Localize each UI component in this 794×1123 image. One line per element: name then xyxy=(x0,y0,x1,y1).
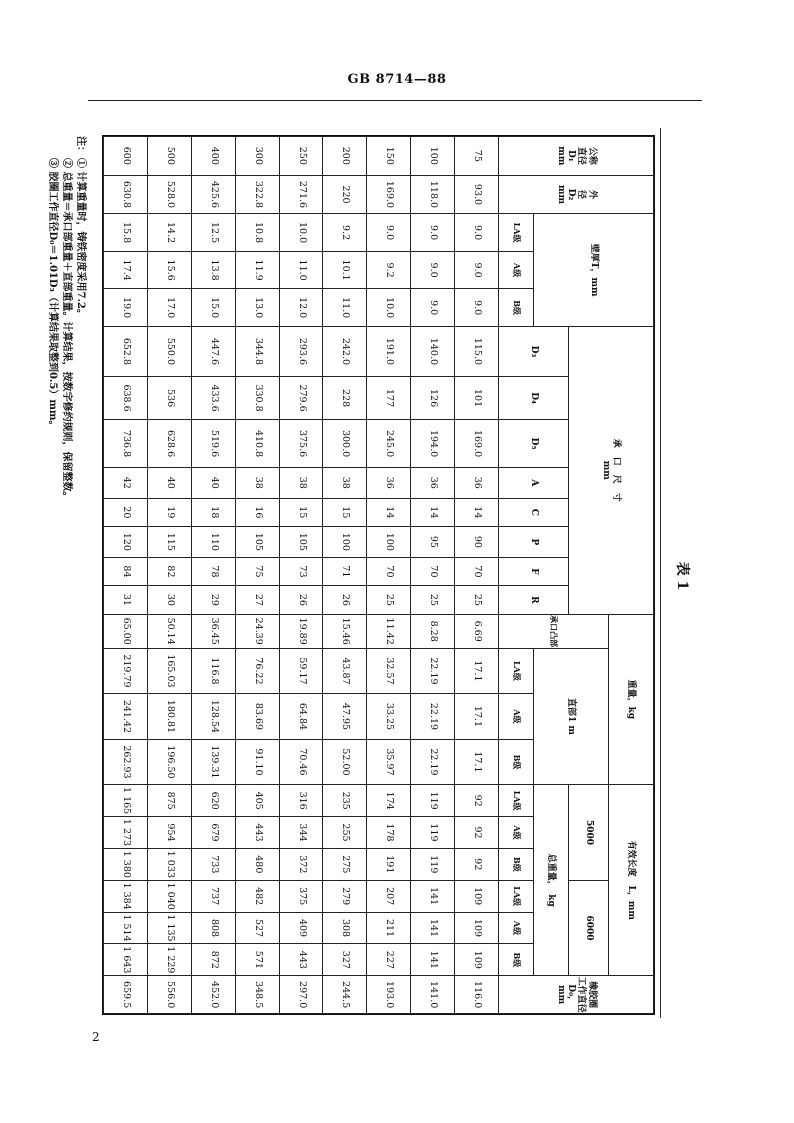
table-cell: 95 xyxy=(411,527,455,558)
header-total-weight: 总重量， kg xyxy=(534,785,569,976)
table-cell: 43.87 xyxy=(323,648,367,693)
table-cell: 40 xyxy=(191,467,235,498)
table-cell: 177 xyxy=(367,376,411,419)
header-total-6000-b: B级 xyxy=(499,944,534,976)
table-cell: 83.69 xyxy=(235,694,279,739)
table-cell: 109 xyxy=(455,912,499,944)
table-cell: 9.0 xyxy=(455,251,499,289)
table-cell: 78 xyxy=(191,557,235,585)
table-cell: 194.0 xyxy=(411,420,455,468)
header-straight-la: LA级 xyxy=(499,648,534,693)
table-cell: 10.1 xyxy=(323,251,367,289)
table-cell: 22.19 xyxy=(411,648,455,693)
table-cell: 116.0 xyxy=(455,976,499,1014)
table-cell: 38 xyxy=(323,467,367,498)
header-straight-a: A级 xyxy=(499,694,534,739)
table-row xyxy=(323,137,367,1014)
header-socket-f: F xyxy=(499,557,569,585)
table-cell: 15 xyxy=(323,498,367,526)
table-cell: 652.8 xyxy=(104,326,148,376)
header-straight-b: B级 xyxy=(499,739,534,785)
table-cell: 344 xyxy=(279,817,323,849)
table-cell: 38 xyxy=(235,467,279,498)
header-effective-length: 有效长度 L，mm xyxy=(609,785,654,976)
table-cell: 1 384 xyxy=(104,880,148,912)
table-cell: 70 xyxy=(455,557,499,585)
table-cell: 327 xyxy=(323,944,367,976)
table-cell: 330.8 xyxy=(235,376,279,419)
table-cell: 875 xyxy=(148,785,192,817)
table-cell: 443 xyxy=(235,817,279,849)
table-cell: 8.28 xyxy=(411,614,455,648)
table-cell: 207 xyxy=(367,880,411,912)
table-cell: 452.0 xyxy=(191,976,235,1014)
header-socket-d4: D₄ xyxy=(499,376,569,419)
table-cell: 70 xyxy=(411,557,455,585)
table-cell: 227 xyxy=(367,944,411,976)
table-cell: 405 xyxy=(235,785,279,817)
table-cell: 150 xyxy=(367,137,411,176)
table-cell: 12.5 xyxy=(191,214,235,252)
table-cell: 109 xyxy=(455,880,499,912)
table-cell: 22.19 xyxy=(411,694,455,739)
table-cell: 293.6 xyxy=(279,326,323,376)
table-cell: 92 xyxy=(455,817,499,849)
table-cell: 118.0 xyxy=(411,175,455,214)
header-wall-la: LA级 xyxy=(499,214,534,252)
table-cell: 9.0 xyxy=(411,251,455,289)
note-item: ③ 胶圈工作直径D₀＝1.01D₃（计算结果取整到0.5）mm。 xyxy=(47,158,58,431)
table-cell: 174 xyxy=(367,785,411,817)
table-cell: 65.00 xyxy=(104,614,148,648)
header-wall-a: A级 xyxy=(499,251,534,289)
table-row xyxy=(455,137,499,1014)
table-cell: 109 xyxy=(455,944,499,976)
table-row xyxy=(411,137,455,1014)
header-total-6000-la: LA级 xyxy=(499,880,534,912)
table-row xyxy=(191,137,235,1014)
table-cell: 52.00 xyxy=(323,739,367,785)
table-cell: 1 033 xyxy=(148,848,192,880)
table-cell: 275 xyxy=(323,848,367,880)
table-cell: 11.9 xyxy=(235,251,279,289)
header-length-6000: 6000 xyxy=(569,880,609,976)
table-row xyxy=(104,137,148,1014)
table-cell: 14 xyxy=(455,498,499,526)
table-cell: 1 643 xyxy=(104,944,148,976)
table-cell: 15.0 xyxy=(191,289,235,327)
header-socket-c: C xyxy=(499,498,569,526)
table-cell: 26 xyxy=(323,586,367,614)
table-cell: 11.0 xyxy=(323,289,367,327)
table-cell: 344.8 xyxy=(235,326,279,376)
table-cell: 33.25 xyxy=(367,694,411,739)
table-cell: 64.84 xyxy=(279,694,323,739)
table-cell: 527 xyxy=(235,912,279,944)
table-cell: 71 xyxy=(323,557,367,585)
table-cell: 262.93 xyxy=(104,739,148,785)
table-cell: 165.03 xyxy=(148,648,192,693)
table-cell: 105 xyxy=(235,527,279,558)
table-cell: 620 xyxy=(191,785,235,817)
table-cell: 15.46 xyxy=(323,614,367,648)
table-cell: 12.0 xyxy=(279,289,323,327)
table-cell: 571 xyxy=(235,944,279,976)
table-row xyxy=(148,137,192,1014)
table-cell: 519.6 xyxy=(191,420,235,468)
table-cell: 25 xyxy=(411,586,455,614)
table-cell: 297.0 xyxy=(279,976,323,1014)
table-title: 表 1 xyxy=(674,561,690,591)
header-wall-b: B级 xyxy=(499,289,534,327)
header-rule xyxy=(88,100,702,101)
table-cell: 19 xyxy=(148,498,192,526)
table-cell: 375.6 xyxy=(279,420,323,468)
table-cell: 30 xyxy=(148,586,192,614)
table-cell: 101 xyxy=(455,376,499,419)
table-cell: 42 xyxy=(104,467,148,498)
table-cell: 36 xyxy=(455,467,499,498)
table-row xyxy=(279,137,323,1014)
table-cell: 9.0 xyxy=(411,214,455,252)
table-cell: 84 xyxy=(104,557,148,585)
table-cell: 600 xyxy=(104,137,148,176)
table-cell: 26 xyxy=(279,586,323,614)
table-row xyxy=(235,137,279,1014)
table-cell: 13.8 xyxy=(191,251,235,289)
table-cell: 105 xyxy=(279,527,323,558)
header-outer-diameter: 外 径 D₂ mm xyxy=(499,175,654,214)
table-cell: 628.6 xyxy=(148,420,192,468)
table-cell: 1 135 xyxy=(148,912,192,944)
table-cell: 1 380 xyxy=(104,848,148,880)
table-cell: 73 xyxy=(279,557,323,585)
table-cell: 279 xyxy=(323,880,367,912)
table-cell: 528.0 xyxy=(148,175,192,214)
table-cell: 255 xyxy=(323,817,367,849)
table-cell: 536 xyxy=(148,376,192,419)
header-socket-d5: D₅ xyxy=(499,420,569,468)
table-cell: 17.1 xyxy=(455,694,499,739)
note-item: ② 总重量＝承口部重量＋直部重量。计算结果，按数字修约规则，保留整数。 xyxy=(61,158,72,502)
header-socket-dimensions xyxy=(569,326,654,614)
table-cell: 9.2 xyxy=(323,214,367,252)
table-cell: 308 xyxy=(323,912,367,944)
table-cell: 10.8 xyxy=(235,214,279,252)
table-cell: 271.6 xyxy=(279,175,323,214)
table-cell: 140.0 xyxy=(411,326,455,376)
table-cell: 36.45 xyxy=(191,614,235,648)
table-cell: 9.0 xyxy=(411,289,455,327)
table-cell: 110 xyxy=(191,527,235,558)
table-cell: 180.81 xyxy=(148,694,192,739)
table-cell: 316 xyxy=(279,785,323,817)
table-cell: 737 xyxy=(191,880,235,912)
table-cell: 92 xyxy=(455,848,499,880)
table-cell: 75 xyxy=(235,557,279,585)
table-cell: 808 xyxy=(191,912,235,944)
table-cell: 630.8 xyxy=(104,175,148,214)
header-nominal-diameter: 公称 直径 D₁ mm xyxy=(499,137,654,176)
table-cell: 211 xyxy=(367,912,411,944)
table-cell: 244.5 xyxy=(323,976,367,1014)
header-socket-weight: 承口凸部 xyxy=(499,614,609,648)
table-cell: 90 xyxy=(455,527,499,558)
table-cell: 279.6 xyxy=(279,376,323,419)
table-cell: 679 xyxy=(191,817,235,849)
notes-label: 注： xyxy=(75,136,86,156)
table-cell: 93.0 xyxy=(455,175,499,214)
table-cell: 76.22 xyxy=(235,648,279,693)
table-cell: 659.5 xyxy=(104,976,148,1014)
table-cell: 348.5 xyxy=(235,976,279,1014)
table-cell: 36 xyxy=(367,467,411,498)
table-cell: 300.0 xyxy=(323,420,367,468)
header-socket-title: 承 口 尺 寸 xyxy=(611,438,622,502)
note-item: ① 计算重量时，铸铁密度采用7.2。 xyxy=(75,158,86,319)
table-cell: 116.8 xyxy=(191,648,235,693)
table-cell: 443 xyxy=(279,944,323,976)
table-cell: 372 xyxy=(279,848,323,880)
table-cell: 638.6 xyxy=(104,376,148,419)
table-cell: 38 xyxy=(279,467,323,498)
table-cell: 24.39 xyxy=(235,614,279,648)
table-cell: 10.0 xyxy=(367,289,411,327)
table-cell: 196.50 xyxy=(148,739,192,785)
table-cell: 70.46 xyxy=(279,739,323,785)
table-cell: 17.1 xyxy=(455,648,499,693)
table-cell: 17.4 xyxy=(104,251,148,289)
table-cell: 75 xyxy=(455,137,499,176)
rotated-table-block xyxy=(47,135,690,1015)
table-cell: 9.0 xyxy=(455,214,499,252)
table-cell: 19.89 xyxy=(279,614,323,648)
table-cell: 480 xyxy=(235,848,279,880)
table-cell: 14.2 xyxy=(148,214,192,252)
table-cell: 100 xyxy=(323,527,367,558)
table-cell: 14 xyxy=(367,498,411,526)
header-rubber-ring-diameter: 橡胶圈 工作直径 D₀，mm xyxy=(499,976,654,1014)
table-cell: 410.8 xyxy=(235,420,279,468)
table-cell: 6.69 xyxy=(455,614,499,648)
table-cell: 22.19 xyxy=(411,739,455,785)
table-cell: 550.0 xyxy=(148,326,192,376)
table-cell: 128.54 xyxy=(191,694,235,739)
table-body xyxy=(104,137,499,1014)
table-cell: 11.0 xyxy=(279,251,323,289)
table-cell: 17.0 xyxy=(148,289,192,327)
table-cell: 59.17 xyxy=(279,648,323,693)
header-total-6000-a: A级 xyxy=(499,912,534,944)
table-cell: 32.57 xyxy=(367,648,411,693)
table-cell: 556.0 xyxy=(148,976,192,1014)
table-cell: 242.0 xyxy=(323,326,367,376)
table-cell: 15.6 xyxy=(148,251,192,289)
table-cell: 36 xyxy=(411,467,455,498)
table-cell: 20 xyxy=(104,498,148,526)
header-straight-weight: 直部1 m xyxy=(534,648,609,784)
table-notes xyxy=(45,136,87,1016)
table-cell: 27 xyxy=(235,586,279,614)
table-cell: 14 xyxy=(411,498,455,526)
header-weight: 重量，kg xyxy=(609,614,654,785)
table-cell: 1 040 xyxy=(148,880,192,912)
table-cell: 141.0 xyxy=(411,976,455,1014)
table-cell: 19.0 xyxy=(104,289,148,327)
table-cell: 447.6 xyxy=(191,326,235,376)
table-cell: 219.79 xyxy=(104,648,148,693)
header-socket-p: P xyxy=(499,527,569,558)
table-cell: 119 xyxy=(411,785,455,817)
pipe-spec-table xyxy=(103,136,654,1014)
table-cell: 1 229 xyxy=(148,944,192,976)
table-cell: 141 xyxy=(411,912,455,944)
table-cell: 500 xyxy=(148,137,192,176)
table-cell: 115 xyxy=(148,527,192,558)
table-cell: 409 xyxy=(279,912,323,944)
table-cell: 119 xyxy=(411,848,455,880)
table-cell: 50.14 xyxy=(148,614,192,648)
table-cell: 400 xyxy=(191,137,235,176)
table-cell: 139.31 xyxy=(191,739,235,785)
table-cell: 482 xyxy=(235,880,279,912)
table-cell: 300 xyxy=(235,137,279,176)
header-socket-unit: mm xyxy=(601,460,611,480)
table-cell: 733 xyxy=(191,848,235,880)
table-cell: 25 xyxy=(455,586,499,614)
table-cell: 70 xyxy=(367,557,411,585)
table-cell: 16 xyxy=(235,498,279,526)
header-total-5000-a: A级 xyxy=(499,817,534,849)
table-cell: 141 xyxy=(411,880,455,912)
margin-rule xyxy=(660,128,661,1018)
table-cell: 40 xyxy=(148,467,192,498)
table-cell: 425.6 xyxy=(191,175,235,214)
table-cell: 433.6 xyxy=(191,376,235,419)
table-cell: 82 xyxy=(148,557,192,585)
table-cell: 322.8 xyxy=(235,175,279,214)
table-cell: 193.0 xyxy=(367,976,411,1014)
table-cell: 100 xyxy=(367,527,411,558)
table-cell: 15 xyxy=(279,498,323,526)
table-cell: 92 xyxy=(455,785,499,817)
table-cell: 1 273 xyxy=(104,817,148,849)
table-cell: 100 xyxy=(411,137,455,176)
table-cell: 15.8 xyxy=(104,214,148,252)
table-cell: 191.0 xyxy=(367,326,411,376)
table-cell: 250 xyxy=(279,137,323,176)
table-cell: 35.97 xyxy=(367,739,411,785)
table-cell: 18 xyxy=(191,498,235,526)
table-cell: 10.0 xyxy=(279,214,323,252)
table-cell: 11.42 xyxy=(367,614,411,648)
table-cell: 31 xyxy=(104,586,148,614)
table-cell: 954 xyxy=(148,817,192,849)
table-cell: 9.0 xyxy=(455,289,499,327)
header-total-5000-b: B级 xyxy=(499,848,534,880)
table-cell: 245.0 xyxy=(367,420,411,468)
table-cell: 9.0 xyxy=(367,214,411,252)
table-cell: 126 xyxy=(411,376,455,419)
table-cell: 241.42 xyxy=(104,694,148,739)
table-cell: 120 xyxy=(104,527,148,558)
header-wall-thickness: 壁厚T，mm xyxy=(534,214,654,327)
table-cell: 13.0 xyxy=(235,289,279,327)
header-socket-r: R xyxy=(499,586,569,614)
table-cell: 17.1 xyxy=(455,739,499,785)
table-cell: 115.0 xyxy=(455,326,499,376)
header-length-5000: 5000 xyxy=(569,785,609,881)
table-cell: 91.10 xyxy=(235,739,279,785)
table-cell: 235 xyxy=(323,785,367,817)
table-cell: 169.0 xyxy=(367,175,411,214)
page-number: 2 xyxy=(92,1030,100,1044)
table-cell: 220 xyxy=(323,175,367,214)
table-cell: 178 xyxy=(367,817,411,849)
table-cell: 1 165 xyxy=(104,785,148,817)
table-cell: 1 514 xyxy=(104,912,148,944)
table-cell: 141 xyxy=(411,944,455,976)
header-socket-d3: D₃ xyxy=(499,326,569,376)
table-cell: 736.8 xyxy=(104,420,148,468)
table-cell: 200 xyxy=(323,137,367,176)
table-cell: 9.2 xyxy=(367,251,411,289)
page-header: GB 8714—88 xyxy=(347,72,447,87)
table-cell: 169.0 xyxy=(455,420,499,468)
table-cell: 29 xyxy=(191,586,235,614)
table-cell: 119 xyxy=(411,817,455,849)
table-cell: 191 xyxy=(367,848,411,880)
header-socket-a: A xyxy=(499,467,569,498)
table-cell: 228 xyxy=(323,376,367,419)
table-cell: 375 xyxy=(279,880,323,912)
table-cell: 25 xyxy=(367,586,411,614)
table-row xyxy=(367,137,411,1014)
table-cell: 47.95 xyxy=(323,694,367,739)
table-cell: 872 xyxy=(191,944,235,976)
header-total-5000-la: LA级 xyxy=(499,785,534,817)
